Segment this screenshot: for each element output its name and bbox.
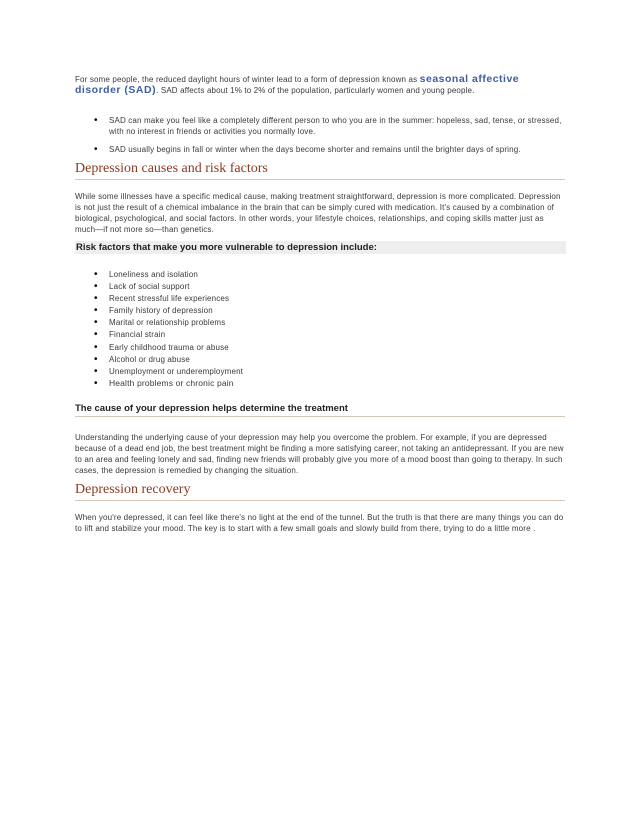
bullet-icon: • [94, 269, 98, 280]
risk-heading: Risk factors that make you more vulnerable to depression include: [75, 241, 566, 254]
list-item: • SAD usually begins in fall or winter when the days become shorter and remains until the brighter days of spring. [94, 144, 521, 155]
list-item: • Family history of depression [94, 305, 213, 317]
list-item: • SAD can make you feel like a completely different person to who you are in the summer: hopeless, sad, tense, or stressed, with no interest in friends or activities you normally love. [94, 115, 562, 136]
bullet-icon: • [94, 317, 98, 329]
bullet-icon: • [94, 365, 98, 377]
sad-term: seasonal affective disorder (SAD) [75, 73, 520, 96]
recovery-heading: Depression recovery [75, 482, 565, 501]
cause-treatment-paragraph: Understanding the underlying cause of your depression may help you overcome the problem. For example, if you are depressed because of a dead end job, the best treatment might be finding a more satisfying career, not taking an antidepressant. If you are new to an area and feeling lonely and sad, finding new friends will probably give you more of a mood boost than going to therapy. In such cases, the depression is remedied by changing the situation. [75, 433, 564, 475]
cause-treatment-heading: The cause of your depression helps determine the treatment [75, 403, 565, 417]
intro-paragraph [75, 74, 565, 96]
list-item: • Lack of social support [94, 281, 190, 293]
list-item: • Early childhood trauma or abuse [94, 341, 229, 353]
list-item: • Unemployment or underemployment [94, 365, 244, 377]
bullet-icon: • [94, 281, 98, 293]
list-item: • Alcohol or drug abuse [94, 353, 190, 365]
bullet-icon: • [94, 377, 98, 389]
bullet-icon: • [94, 144, 98, 155]
list-item: • Recent stressful life experiences [94, 293, 230, 305]
list-item: • Health problems or chronic pain [94, 377, 234, 389]
risk-factor-list [75, 269, 565, 390]
causes-heading: Depression causes and risk factors [75, 161, 565, 180]
recovery-paragraph: When you're depressed, it can feel like there's no light at the end of the tunnel. But the truth is that there are many things you can do to lift and stabilize your mood. The key is to start with a few small goals and slowly build from there, trying to do a little more . [75, 513, 564, 533]
sad-bullet-list [75, 115, 565, 162]
list-item: • Marital or relationship problems [94, 317, 226, 329]
bullet-icon: • [94, 353, 98, 365]
intro-tail: . SAD affects about 1% to 2% of the population, particularly women and young people. [156, 86, 475, 95]
bullet-icon: • [94, 329, 98, 341]
bullet-icon: • [94, 341, 98, 353]
bullet-icon: • [94, 293, 98, 305]
bullet-icon: • [94, 115, 98, 126]
bullet-icon: • [94, 305, 98, 317]
intro-lead: For some people, the reduced daylight hours of winter lead to a form of depression known as [75, 75, 418, 84]
causes-paragraph: While some illnesses have a specific medical cause, making treatment straightforward, depression is more complicated. Depression is not just the result of a chemical imbalance in the brain that can be simply cured with medication. It's caused by a combination of biological, psychological, and social factors. In other words, your lifestyle choices, relationships, and coping skills matter just as much—if not more so—than genetics. [75, 192, 561, 234]
list-item: • Loneliness and isolation [94, 269, 198, 280]
list-item: • Financial strain [94, 329, 166, 341]
